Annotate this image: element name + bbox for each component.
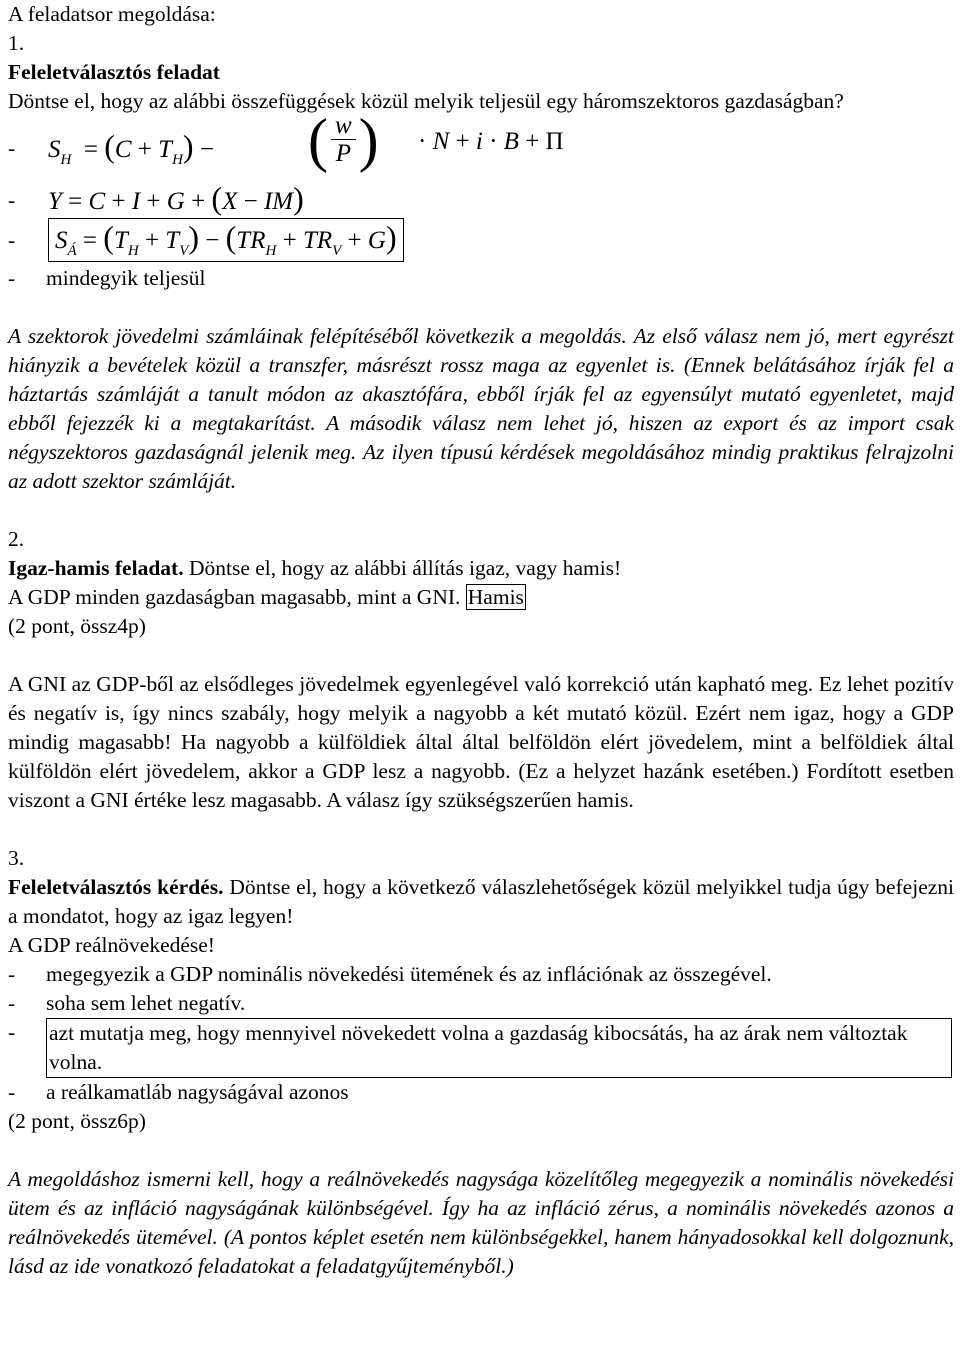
option-dash: - [8, 1020, 16, 1044]
formula-y: Y = C + I + G + (X − IM) [48, 180, 304, 216]
q2-prompt: Döntse el, hogy az alábbi állítás igaz, vagy hamis! [183, 556, 622, 580]
spacer [8, 1136, 954, 1165]
q1-explanation: A szektorok jövedelmi számláinak felépítéséből következik a megoldás. Az első válasz nem jó, mert egyrészt hiányzik a bevételek közül a transzfer, másrészt rossz maga az egyenlet is. (Ennek belátásához írják fel a háztartás számláját a tanult módon az akasztófára, ebből írják fel az egyensúlyt mutató egyenletet, majd ebből fejezzék ki a megtakarítást. A második válasz nem lehet jó, hiszen az export és az import csak négyszektoros gazdaságnál jelenik meg. Az ilyen típusú kérdések megoldásához mindig praktikus felrajzolni az adott szektor számláját. [8, 324, 954, 493]
wage-fraction: ( $\frac{w}{P}$ ) [308, 107, 379, 173]
option-text: soha sem lehet negatív. [46, 991, 246, 1015]
spacer [8, 496, 954, 525]
q3-title: Feleletválasztós kérdés. [8, 875, 224, 899]
q3-option-4 [8, 1078, 954, 1107]
formula-s-h: $S_H = (C + T_H)$ − [48, 128, 221, 168]
formula-s-a: $S_Á = (T_H + T_V) - (TR_H + TR_V + G)$ [48, 218, 404, 262]
q1-option-4 [8, 264, 954, 293]
q2-number: 2. [8, 527, 25, 551]
option-dash: - [8, 962, 16, 986]
spacer [8, 641, 954, 670]
q1-number: 1. [8, 31, 25, 55]
q2-answer-box: Hamis [467, 585, 524, 609]
q3-points: (2 pont, össz6p) [8, 1109, 146, 1133]
q2-statement: A GDP minden gazdaságban magasabb, mint a GNI. [8, 585, 466, 609]
option-dash: - [8, 1080, 16, 1104]
q3-title-line [8, 873, 954, 931]
q2-statement-line [8, 583, 954, 612]
page-heading: A feladatsor megoldása: [8, 2, 216, 26]
q3-explanation: A megoldáshoz ismerni kell, hogy a reálnövekedés nagysága közelítőleg megegyezik a nominális növekedési ütem és az infláció nagyságának különbségével. Így ha az infláció zérus, a nominális növekedés azonos a reálnövekedés ütemével. (A pontos képlet esetén nem különbségekkel, hanem hányadosokkal kell dolgoznunk, lásd az ide vonatkozó feladatokat a feladatgyűjteményből.) [8, 1167, 954, 1278]
option-text: a reálkamatláb nagyságával azonos [46, 1080, 349, 1104]
q3-number: 3. [8, 846, 25, 870]
q3-stem: A GDP reálnövekedése! [8, 933, 215, 957]
q3-option-2 [8, 989, 954, 1018]
spacer [8, 815, 954, 844]
option-dash: - [8, 136, 16, 160]
q2-explanation: A GNI az GDP-ből az elsődleges jövedelmek egyenlegével való korrekció után kapható meg. Ez lehet pozitív és negatív is, így nincs szabály, hogy melyik a nagyobb a két mutató közül. Ezért nem igaz, hogy a GDP mindig magasabb! Ha nagyobb a külföldiek által által belföldön elért jövedelem, mint a belföldiek által külföldön elért jövedelem, akkor a GDP lesz a nagyobb. (Ez a helyzet hazánk esetében.) Fordított esetben viszont a GNI értéke lesz magasabb. A válasz így szükségszerűen hamis. [8, 672, 954, 812]
option-dash: - [8, 991, 16, 1015]
option-text: mindegyik teljesül [46, 266, 206, 290]
q1-option-2 [8, 180, 954, 218]
q3-option-1 [8, 960, 954, 989]
q1-title: Feleletválasztós feladat [8, 60, 220, 84]
option-dash: - [8, 188, 16, 212]
q2-points: (2 pont, össz4p) [8, 614, 146, 638]
option-dash: - [8, 266, 16, 290]
q1-option-3 [8, 218, 954, 264]
q1-prompt: Döntse el, hogy az alábbi összefüggések közül melyik teljesül egy háromszektoros gazdaságban? [8, 89, 844, 113]
formula-s-h-tail: · N + i · B + Π [418, 128, 564, 155]
q2-title-line [8, 554, 954, 583]
spacer [8, 293, 954, 322]
option-text-boxed: azt mutatja meg, hogy mennyivel növekedett volna a gazdaság kibocsátás, ha az árak nem változtak volna. [46, 1018, 952, 1078]
option-dash: - [8, 228, 16, 252]
option-text: megegyezik a GDP nominális növekedési ütemének és az inflációnak az összegével. [46, 962, 772, 986]
q1-option-1 [8, 107, 954, 180]
q2-title: Igaz-hamis feladat. [8, 556, 184, 580]
document-page [8, 0, 954, 1281]
q3-option-3 [8, 1018, 954, 1078]
q3-prompt: Döntse el, hogy a következő válaszlehetőségek közül melyikkel tudja úgy befejezni a mondatot, hogy az igaz legyen! [8, 875, 954, 928]
